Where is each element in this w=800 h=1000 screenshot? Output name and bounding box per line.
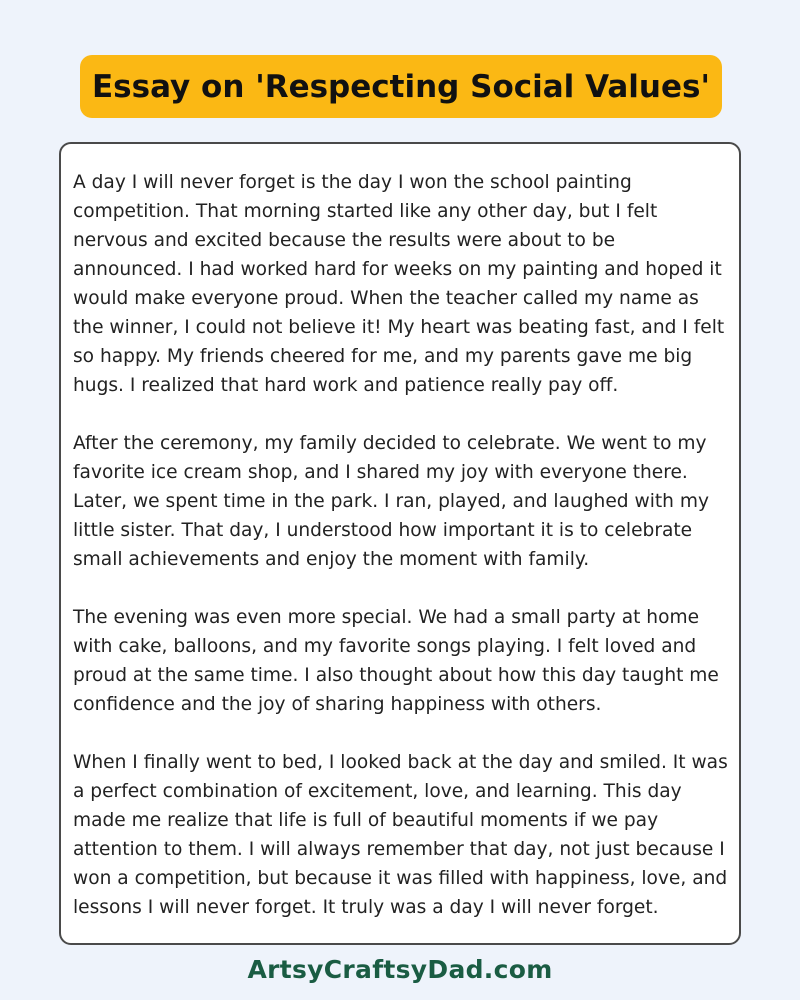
- site-watermark: ArtsyCraftsyDad.com: [247, 955, 553, 984]
- essay-paragraph-3: The evening was even more special. We had a small party at home with cake, balloons, and my favorite songs playing. I felt loved and proud at the same time. I also thought about how this day taught me confidence and the joy of sharing happiness with others.: [73, 607, 719, 715]
- essay-paragraph-4: When I finally went to bed, I looked back at the day and smiled. It was a perfect combination of excitement, love, and learning. This day made me realize that life is full of beautiful moments if we pay attention to them. I will always remember that day, not just because I won a competition, but because it was filled with happiness, love, and lessons I will never forget. It truly was a day I will never forget.: [73, 752, 728, 918]
- essay-card: [59, 142, 741, 945]
- essay-paragraph-2: After the ceremony, my family decided to celebrate. We went to my favorite ice cream shop, and I shared my joy with everyone there. Later, we spent time in the park. I ran, played, and laughed with my little sister. That day, I understood how important it is to celebrate small achievements and enjoy the moment with family.: [73, 433, 709, 570]
- essay-paragraph-1: A day I will never forget is the day I won the school painting competition. That morning started like any other day, but I felt nervous and excited because the results were about to be announced. I had worked hard for weeks on my painting and hoped it would make everyone proud. When the teacher called my name as the winner, I could not believe it! My heart was beating fast, and I felt so happy. My friends cheered for me, and my parents gave me big hugs. I realized that hard work and patience really pay off.: [73, 172, 725, 396]
- title-banner: [80, 55, 722, 118]
- page-title: Essay on 'Respecting Social Values': [92, 68, 710, 105]
